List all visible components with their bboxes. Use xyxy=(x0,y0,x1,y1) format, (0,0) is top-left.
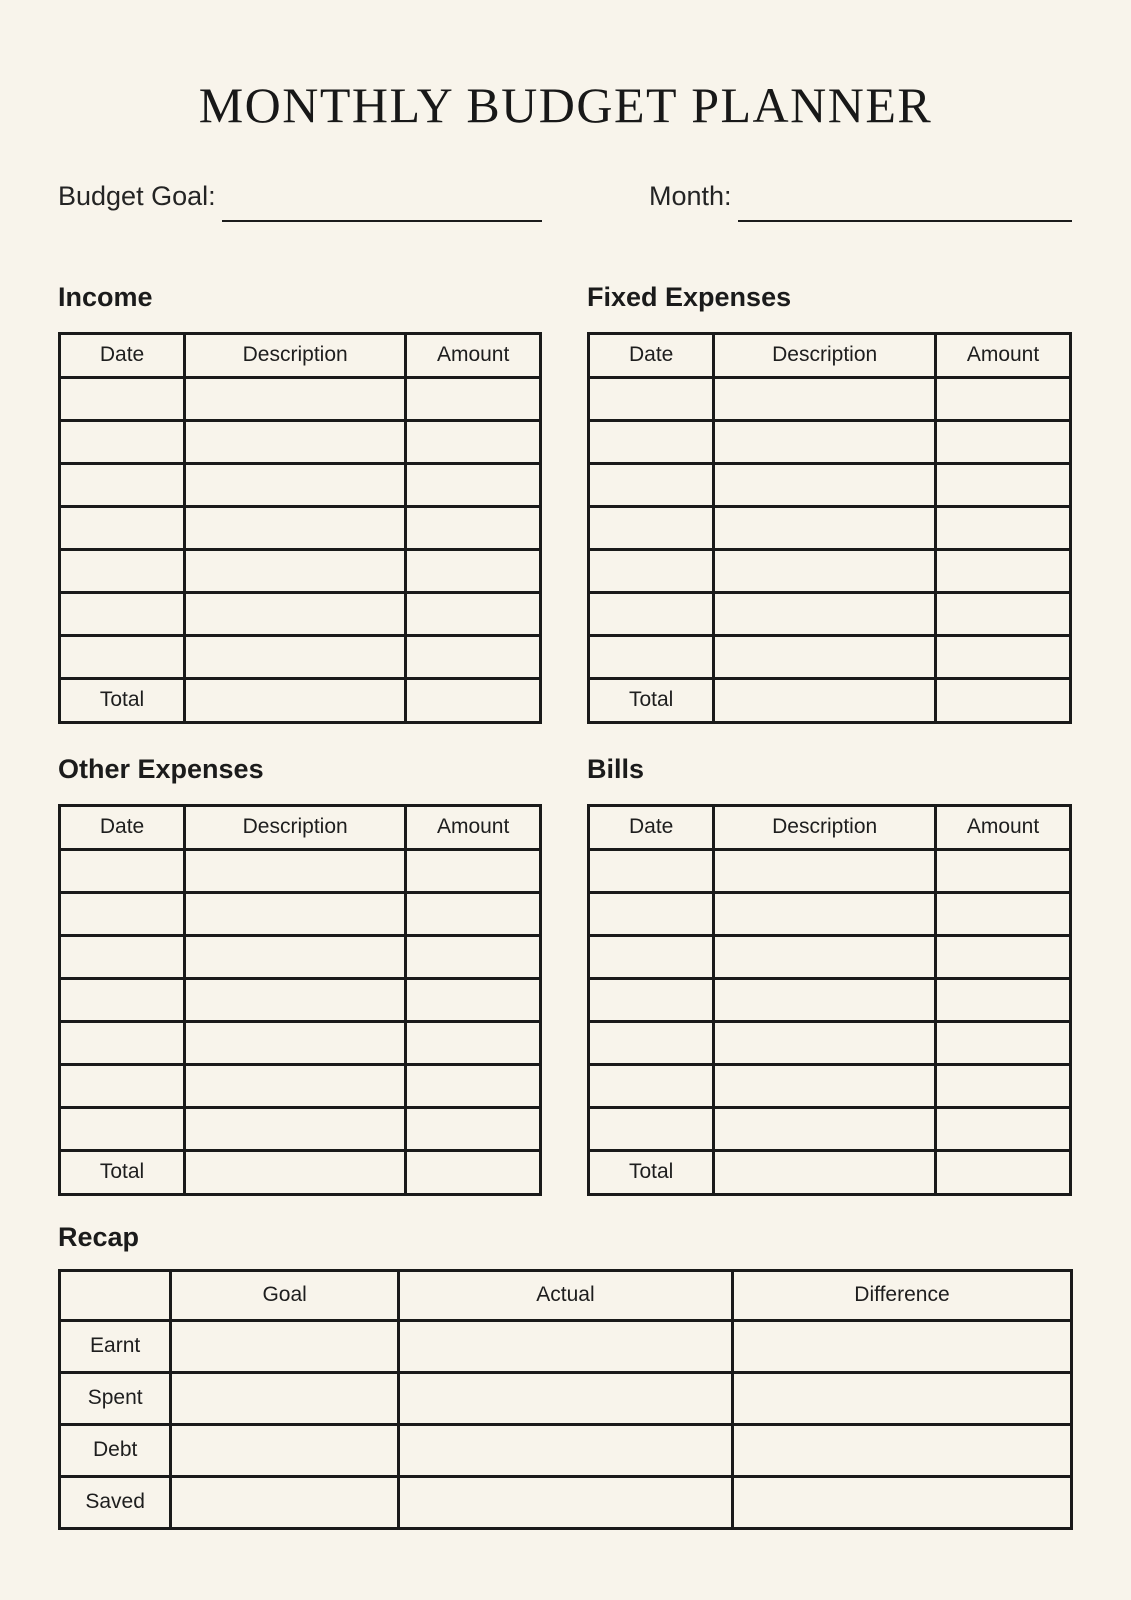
bills-date-cell[interactable] xyxy=(589,1064,714,1107)
bills-row xyxy=(589,892,1071,935)
fixed-expenses-description-cell[interactable] xyxy=(714,463,936,506)
income-amount-cell[interactable] xyxy=(406,635,541,678)
other-expenses-description-cell[interactable] xyxy=(185,1064,406,1107)
other-expenses-row xyxy=(60,935,541,978)
income-section xyxy=(58,282,542,724)
income-date-cell[interactable] xyxy=(60,635,185,678)
bills-heading: Bills xyxy=(587,753,645,784)
month-field xyxy=(587,180,1072,214)
fixed-expenses-amount-cell[interactable] xyxy=(936,420,1071,463)
recap-saved-difference-cell[interactable] xyxy=(732,1476,1071,1528)
month-input[interactable] xyxy=(738,188,1072,222)
other-expenses-row xyxy=(60,1107,541,1150)
recap-table xyxy=(58,1269,1073,1530)
bills-row xyxy=(589,1021,1071,1064)
bills-description-cell[interactable] xyxy=(714,1107,936,1150)
income-amount-cell[interactable] xyxy=(406,420,541,463)
fixed-expenses-date-cell[interactable] xyxy=(589,592,714,635)
bills-amount-cell[interactable] xyxy=(936,1021,1071,1064)
bills-section xyxy=(587,754,1072,1196)
other-expenses-total-row xyxy=(60,1150,541,1194)
fixed-expenses-description-cell[interactable] xyxy=(714,377,936,420)
other-expenses-section xyxy=(58,754,542,1196)
bills-amount-cell[interactable] xyxy=(936,935,1071,978)
month-label: Month: xyxy=(649,181,732,211)
bills-total-row xyxy=(589,1150,1071,1194)
recap-spent-actual-cell[interactable] xyxy=(399,1372,733,1424)
fixed-expenses-description-cell[interactable] xyxy=(714,635,936,678)
income-col-date: Date xyxy=(60,333,185,377)
bills-description-cell[interactable] xyxy=(714,892,936,935)
income-table xyxy=(58,332,542,724)
bills-date-cell[interactable] xyxy=(589,1107,714,1150)
fixed-expenses-row xyxy=(589,592,1071,635)
recap-saved-label: Saved xyxy=(60,1476,171,1528)
other-expenses-heading: Other Expenses xyxy=(58,753,264,784)
fixed-expenses-col-description: Description xyxy=(714,333,936,377)
income-row xyxy=(60,377,541,420)
recap-debt-goal-cell[interactable] xyxy=(171,1424,399,1476)
bills-date-cell[interactable] xyxy=(589,892,714,935)
income-date-cell[interactable] xyxy=(60,420,185,463)
other-expenses-description-cell[interactable] xyxy=(185,978,406,1021)
other-expenses-date-cell[interactable] xyxy=(60,935,185,978)
bills-total-description-cell[interactable] xyxy=(714,1150,936,1194)
fixed-expenses-amount-cell[interactable] xyxy=(936,377,1071,420)
fixed-expenses-row xyxy=(589,420,1071,463)
bills-amount-cell[interactable] xyxy=(936,978,1071,1021)
fixed-expenses-row xyxy=(589,377,1071,420)
fixed-expenses-description-cell[interactable] xyxy=(714,592,936,635)
income-date-cell[interactable] xyxy=(60,463,185,506)
budget-goal-input[interactable] xyxy=(222,188,542,222)
recap-debt-label: Debt xyxy=(60,1424,171,1476)
other-expenses-date-cell[interactable] xyxy=(60,1107,185,1150)
recap-earnt-actual-cell[interactable] xyxy=(399,1320,733,1372)
other-expenses-col-date: Date xyxy=(60,805,185,849)
fixed-expenses-date-cell[interactable] xyxy=(589,549,714,592)
fixed-expenses-total-description-cell[interactable] xyxy=(714,678,936,722)
bills-row xyxy=(589,1107,1071,1150)
other-expenses-table xyxy=(58,804,542,1196)
income-total-label: Total xyxy=(60,678,185,722)
other-expenses-total-description-cell[interactable] xyxy=(185,1150,406,1194)
income-amount-cell[interactable] xyxy=(406,377,541,420)
income-amount-cell[interactable] xyxy=(406,506,541,549)
recap-heading: Recap xyxy=(58,1221,140,1252)
other-expenses-row xyxy=(60,892,541,935)
recap-saved-actual-cell[interactable] xyxy=(399,1476,733,1528)
recap-col-difference: Difference xyxy=(732,1270,1071,1320)
bills-amount-cell[interactable] xyxy=(936,849,1071,892)
recap-spent-goal-cell[interactable] xyxy=(171,1372,399,1424)
fixed-expenses-date-cell[interactable] xyxy=(589,506,714,549)
bills-total-amount-cell[interactable] xyxy=(936,1150,1071,1194)
recap-earnt-label: Earnt xyxy=(60,1320,171,1372)
bills-amount-cell[interactable] xyxy=(936,1064,1071,1107)
income-description-cell[interactable] xyxy=(185,420,406,463)
page-title: MONTHLY BUDGET PLANNER xyxy=(198,77,933,133)
other-expenses-date-cell[interactable] xyxy=(60,849,185,892)
income-description-cell[interactable] xyxy=(185,506,406,549)
income-description-cell[interactable] xyxy=(185,635,406,678)
bills-description-cell[interactable] xyxy=(714,849,936,892)
income-date-cell[interactable] xyxy=(60,592,185,635)
income-description-cell[interactable] xyxy=(185,592,406,635)
fixed-expenses-date-cell[interactable] xyxy=(589,463,714,506)
other-expenses-date-cell[interactable] xyxy=(60,978,185,1021)
fixed-expenses-row xyxy=(589,463,1071,506)
fixed-expenses-col-date: Date xyxy=(589,333,714,377)
income-total-description-cell[interactable] xyxy=(185,678,406,722)
other-expenses-row xyxy=(60,1021,541,1064)
other-expenses-row xyxy=(60,1064,541,1107)
recap-row-debt xyxy=(60,1424,1072,1476)
fixed-expenses-amount-cell[interactable] xyxy=(936,463,1071,506)
income-amount-cell[interactable] xyxy=(406,592,541,635)
fixed-expenses-date-cell[interactable] xyxy=(589,377,714,420)
bills-table xyxy=(587,804,1072,1196)
income-description-cell[interactable] xyxy=(185,549,406,592)
fixed-expenses-description-cell[interactable] xyxy=(714,420,936,463)
other-expenses-amount-cell[interactable] xyxy=(406,1107,541,1150)
income-total-row xyxy=(60,678,541,722)
income-date-cell[interactable] xyxy=(60,506,185,549)
other-expenses-date-cell[interactable] xyxy=(60,1021,185,1064)
income-row xyxy=(60,506,541,549)
other-expenses-amount-cell[interactable] xyxy=(406,1064,541,1107)
bills-description-cell[interactable] xyxy=(714,1064,936,1107)
recap-spent-label: Spent xyxy=(60,1372,171,1424)
income-row xyxy=(60,463,541,506)
fixed-expenses-amount-cell[interactable] xyxy=(936,592,1071,635)
fixed-expenses-row xyxy=(589,635,1071,678)
recap-row-saved xyxy=(60,1476,1072,1528)
other-expenses-description-cell[interactable] xyxy=(185,892,406,935)
income-amount-cell[interactable] xyxy=(406,463,541,506)
fixed-expenses-description-cell[interactable] xyxy=(714,506,936,549)
other-expenses-description-cell[interactable] xyxy=(185,1021,406,1064)
other-expenses-amount-cell[interactable] xyxy=(406,978,541,1021)
fixed-expenses-row xyxy=(589,549,1071,592)
income-description-cell[interactable] xyxy=(185,377,406,420)
fixed-expenses-date-cell[interactable] xyxy=(589,635,714,678)
income-col-amount: Amount xyxy=(406,333,541,377)
income-amount-cell[interactable] xyxy=(406,549,541,592)
recap-earnt-goal-cell[interactable] xyxy=(171,1320,399,1372)
fixed-expenses-description-cell[interactable] xyxy=(714,549,936,592)
bills-total-label: Total xyxy=(589,1150,714,1194)
fixed-expenses-total-label: Total xyxy=(589,678,714,722)
recap-saved-goal-cell[interactable] xyxy=(171,1476,399,1528)
other-expenses-description-cell[interactable] xyxy=(185,1107,406,1150)
bills-row xyxy=(589,1064,1071,1107)
other-expenses-date-cell[interactable] xyxy=(60,1064,185,1107)
recap-row-spent xyxy=(60,1372,1072,1424)
other-expenses-total-label: Total xyxy=(60,1150,185,1194)
budget-goal-label: Budget Goal: xyxy=(58,181,216,211)
fixed-expenses-total-amount-cell[interactable] xyxy=(936,678,1071,722)
other-expenses-amount-cell[interactable] xyxy=(406,935,541,978)
bills-date-cell[interactable] xyxy=(589,1021,714,1064)
other-expenses-description-cell[interactable] xyxy=(185,849,406,892)
income-heading: Income xyxy=(58,281,153,312)
budget-goal-field xyxy=(58,180,542,214)
bills-description-cell[interactable] xyxy=(714,935,936,978)
other-expenses-amount-cell[interactable] xyxy=(406,849,541,892)
bills-row xyxy=(589,849,1071,892)
fixed-expenses-date-cell[interactable] xyxy=(589,420,714,463)
sections-grid xyxy=(58,282,1073,1196)
bills-date-cell[interactable] xyxy=(589,849,714,892)
other-expenses-amount-cell[interactable] xyxy=(406,1021,541,1064)
fixed-expenses-section xyxy=(587,282,1072,724)
bills-amount-cell[interactable] xyxy=(936,1107,1071,1150)
bills-col-amount: Amount xyxy=(936,805,1071,849)
income-date-cell[interactable] xyxy=(60,377,185,420)
bills-col-date: Date xyxy=(589,805,714,849)
recap-section xyxy=(58,1222,1073,1530)
other-expenses-total-amount-cell[interactable] xyxy=(406,1150,541,1194)
income-row xyxy=(60,592,541,635)
bills-row xyxy=(589,978,1071,1021)
recap-earnt-difference-cell[interactable] xyxy=(732,1320,1071,1372)
income-row xyxy=(60,635,541,678)
bills-col-description: Description xyxy=(714,805,936,849)
income-total-amount-cell[interactable] xyxy=(406,678,541,722)
bills-date-cell[interactable] xyxy=(589,935,714,978)
recap-col-actual: Actual xyxy=(399,1270,733,1320)
fixed-expenses-col-amount: Amount xyxy=(936,333,1071,377)
income-date-cell[interactable] xyxy=(60,549,185,592)
recap-corner-cell xyxy=(60,1270,171,1320)
other-expenses-col-amount: Amount xyxy=(406,805,541,849)
income-row xyxy=(60,420,541,463)
recap-spent-difference-cell[interactable] xyxy=(732,1372,1071,1424)
bills-description-cell[interactable] xyxy=(714,978,936,1021)
fixed-expenses-amount-cell[interactable] xyxy=(936,549,1071,592)
bills-row xyxy=(589,935,1071,978)
fixed-expenses-table xyxy=(587,332,1072,724)
bills-amount-cell[interactable] xyxy=(936,892,1071,935)
other-expenses-description-cell[interactable] xyxy=(185,935,406,978)
fields-row xyxy=(58,180,1073,214)
fixed-expenses-amount-cell[interactable] xyxy=(936,506,1071,549)
other-expenses-col-description: Description xyxy=(185,805,406,849)
recap-debt-difference-cell[interactable] xyxy=(732,1424,1071,1476)
income-row xyxy=(60,549,541,592)
fixed-expenses-heading: Fixed Expenses xyxy=(587,281,792,312)
income-description-cell[interactable] xyxy=(185,463,406,506)
fixed-expenses-row xyxy=(589,506,1071,549)
other-expenses-row xyxy=(60,978,541,1021)
other-expenses-amount-cell[interactable] xyxy=(406,892,541,935)
recap-row-earnt xyxy=(60,1320,1072,1372)
recap-col-goal: Goal xyxy=(171,1270,399,1320)
fixed-expenses-amount-cell[interactable] xyxy=(936,635,1071,678)
other-expenses-row xyxy=(60,849,541,892)
other-expenses-date-cell[interactable] xyxy=(60,892,185,935)
bills-description-cell[interactable] xyxy=(714,1021,936,1064)
recap-debt-actual-cell[interactable] xyxy=(399,1424,733,1476)
income-col-description: Description xyxy=(185,333,406,377)
fixed-expenses-total-row xyxy=(589,678,1071,722)
bills-date-cell[interactable] xyxy=(589,978,714,1021)
